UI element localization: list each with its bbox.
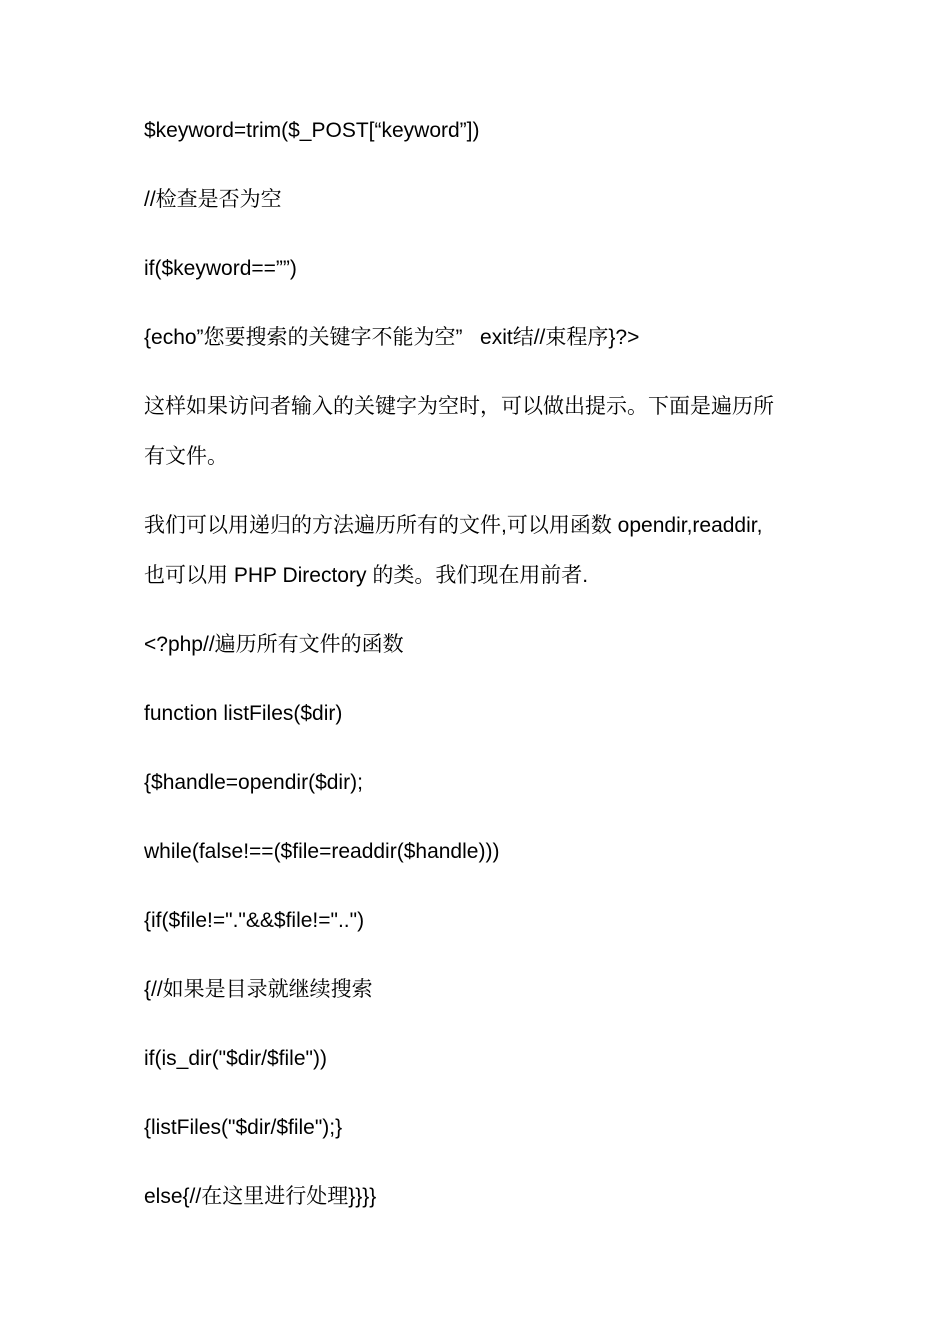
code-line-function-decl: function listFiles($dir) xyxy=(144,702,343,725)
code-line-if-not-dots: {if($file!="."&&$file!="..") xyxy=(144,909,365,932)
code-line-recursive-call: {listFiles("$dir/$file");} xyxy=(144,1116,343,1139)
paragraph-empty-keyword-hint xyxy=(144,394,816,470)
code-line-else-process: else{//在这里进行处理}}}} xyxy=(144,1185,377,1208)
code-line-while-readdir: while(false!==($file=readdir($handle))) xyxy=(144,840,500,863)
code-line-if-is-dir: if(is_dir("$dir/$file")) xyxy=(144,1047,327,1070)
paragraph-line: 我们可以用递归的方法遍历所有的文件,可以用函数 opendir,readdir, xyxy=(144,514,763,537)
code-line-echo-exit: {echo”您要搜索的关键字不能为空” exit结//束程序}?> xyxy=(144,326,640,349)
code-comment-check-empty: //检查是否为空 xyxy=(144,188,282,211)
code-comment-dir-search: {//如果是目录就继续搜索 xyxy=(144,978,373,1001)
paragraph-recursion-method xyxy=(144,513,816,589)
paragraph-line: 这样如果访问者输入的关键字为空时，可以做出提示。下面是遍历所 xyxy=(144,395,774,418)
code-line-if-empty: if($keyword==””) xyxy=(144,257,297,280)
code-line-keyword-trim: $keyword=trim($_POST[“keyword”]) xyxy=(144,119,480,142)
paragraph-line: 有文件。 xyxy=(144,445,228,468)
code-line-opendir: {$handle=opendir($dir); xyxy=(144,771,363,794)
paragraph-line: 也可以用 PHP Directory 的类。我们现在用前者. xyxy=(144,564,589,587)
document-body xyxy=(144,118,816,1253)
code-line-php-open: <?php//遍历所有文件的函数 xyxy=(144,633,404,656)
